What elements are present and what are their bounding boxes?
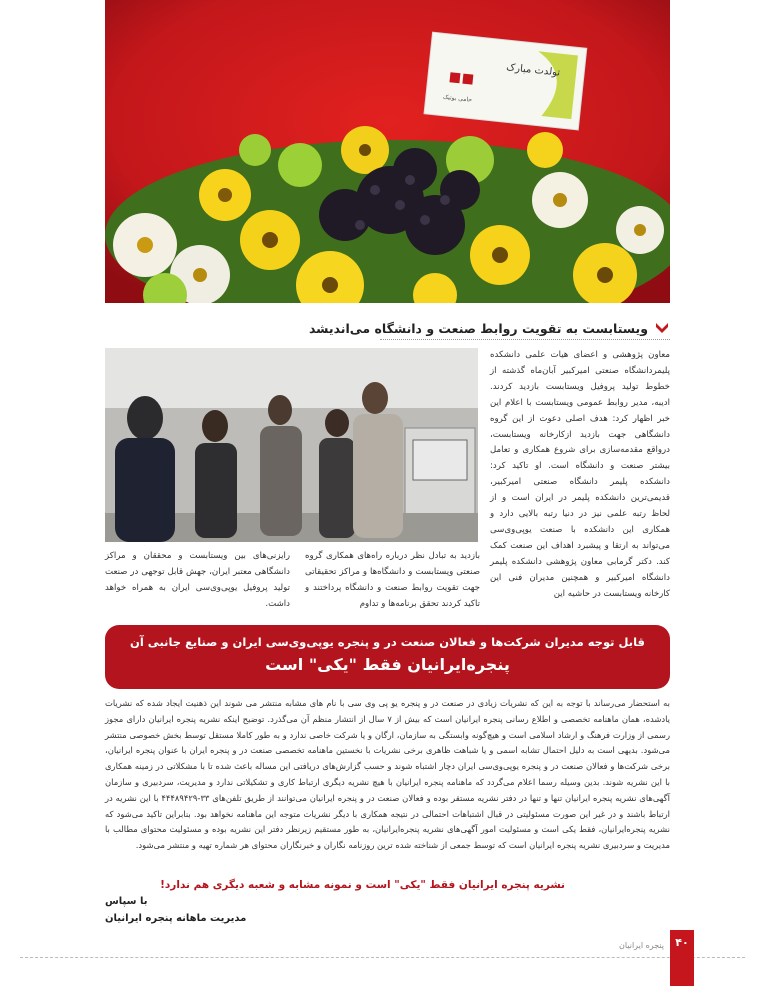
page-number: ۴۰ [670, 930, 694, 986]
signature-management: مدیریت ماهانه پنجره ایرانیان [105, 913, 247, 924]
section-title: ویستابست به تقویت روابط صنعت و دانشگاه می‌اندیشد [308, 320, 648, 336]
article-column-right: معاون پژوهشی و اعضای هیات علمی دانشکده پلیمردانشگاه صنعتی امیرکبیر آبان‌ماه گذشته از خطوط تولید پروفیل ویستابست بازدید کردند. ادیبه، مدیر روابط عمومی ویستابست با اعلام این خبر اظهار کرد: هدف اصلی دعوت از این گروه دانشگاهی جهت بازدید ازکارخانه ویستابست، درواقع مقدمه‌سازی برای شروع همکاری و تعامل بیشتر صنعت و دانشگاه است. او تاکید کرد: دانشکده پلیمر دانشگاه صنعتی امیرکبیر، قدیمی‌ترین دانشکده پلیمر در ایران است و از لحاظ رتبه علمی نیز در دنیا رتبه بالایی دارد و همکاری این دانشکده با صنعت یوپی‌وی‌سی می‌تواند به ارتقا و پیشبرد اهداف این صنعت کمک کند. دکتر گرمابی معاون پژوهشی دانشکده پلیمر دانشگاه امیرکبیر و همچنین مدیران فنی این کارخانه ویستابست در حاشیه این [490, 350, 670, 599]
heading-divider [380, 339, 670, 340]
footer-magazine-name: پنجره ایرانیان [619, 941, 664, 950]
section-heading [308, 318, 670, 338]
footer-divider [20, 957, 745, 958]
banner-title: پنجره‌ایرانیان فقط "یکی" است [265, 655, 510, 674]
banner-subtitle: قابل توجه مدیران شرکت‌ها و فعالان صنعت در و پنجره یوپی‌وی‌سی ایران و صنایع جانبی آن [130, 635, 645, 649]
article-column-middle: بازدید به تبادل نظر درباره راه‌های همکاری گروه صنعتی ویستابست و دانشگاه‌ها و مراکز تحقیقاتی جهت تقویت روابط صنعت و دانشگاه پرداختند و تاکید کردند تحقق برنامه‌ها و تداوم [305, 551, 480, 609]
article-column-left: رایزنی‌های بین ویستابست و محققان و مراکز دانشگاهی معتبر ایران، جهش قابل توجهی در صنعت تولید پروفیل یوپی‌وی‌سی ایران به همراه خواهد داشت. [105, 551, 290, 609]
flowers-photo [105, 0, 670, 303]
announcement-banner [105, 625, 670, 689]
card-text: تولدت مبارک [505, 62, 561, 79]
chevron-down-icon [654, 320, 670, 336]
announcement-body: به استحضار می‌رساند با توجه به این که نشریات زیادی در صنعت در و پنجره یو پی وی سی با نام های مشابه منتشر می شوند این ذهنیت ایجاد شده که نشریات یادشده، همان ماهنامه تخصصی و اطلاع رسانی پنجره ایرانیان است که بیش از ۷ سال از انتشار منظم آن می‌گذرد. توضیح اینکه نشریه پنجره ایرانیان دارای مجوز رسمی از وزارت فرهنگ و ارشاد اسلامی است و هیچ‌گونه وابستگی به سازمان، ارگان و یا شرکت خاصی ندارد و به طور کاملا مستقل توسط بخش خصوصی منتشر می‌شود. بدیهی است به دلیل احتمال تشابه اسمی و یا شباهت ظاهری برخی نشریات با نخستین ماهنامه تخصصی صنعت در و پنجره ایران با عنوان پنجره ایرانیان، برخی شرکت‌ها و فعالان صنعت در و پنجره یوپی‌وی‌سی ایران دچار اشتباه شوند و حسب گزارش‌های دریافتی این مساله باعث شده تا با مشکلاتی در زمینه همکاری با این نشریه شوند. بدین وسیله رسما اعلام می‌گردد که ماهنامه پنجره ایرانیان با هیچ نشریه دیگری ارتباط کاری و تشکیلاتی ندارد و مدیریت، سردبیری و سازمان آگهی‌های نشریه پنجره ایرانیان تنها و تنها در دفتر نشریه مستقر بوده و فعالان صنعت در و پنجره ایرانیان می‌توانند از طریق تلفن‌های ۳۳-۴۴۴۸۹۴۲۹ با این نشریه در ارتباط باشند و در غیر این صورت مسئولیتی در قبال اشتباهات احتمالی در نتیجه همکاری با دیگر نشریات متوجه این ماهنامه نخواهد بود. بنابراین تاکید می‌شود که نشریه پنجره‌ایرانیان، فقط یکی است و مسئولیت امور آگهی‌های نشریه پنجره‌ایرانیان، به طور مستقیم زیرنظر دفتر این نشریه بوده و مسئولیت محتوای مطالب با مدیریت و سردبیری نشریه پنجره ایرانیان است که توسط جمعی از شناخته شده ترین روزنامه نگاران و خبرنگاران محتوای هر شماره تهیه و منتشر می‌شود. [105, 698, 670, 851]
signature-thanks: با سپاس [105, 896, 148, 907]
announcement-notice: نشریه پنجره ایرانیان فقط "یکی" است و نمونه مشابه و شعبه دیگری هم ندارد! [160, 879, 565, 891]
card-logo-label: حامی بوتیک [442, 93, 473, 104]
visit-photo [105, 348, 478, 542]
